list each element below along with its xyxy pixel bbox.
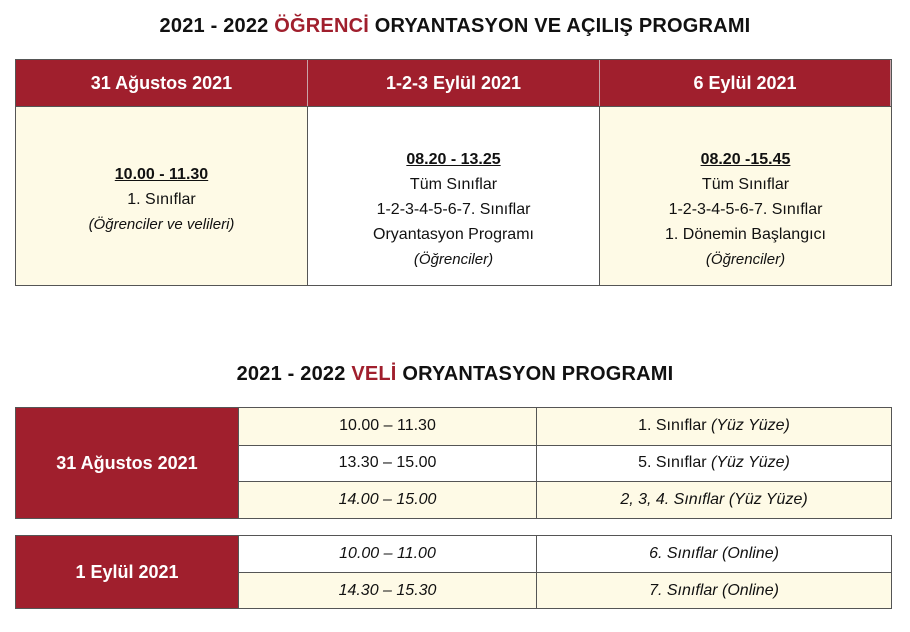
parent-schedule-block <box>15 407 892 519</box>
mode-label: (Yüz Yüze) <box>728 491 808 509</box>
program-cell <box>600 106 891 285</box>
column-header-date: 6 Eylül 2021 <box>600 60 891 106</box>
parent-schedule-block <box>15 535 892 609</box>
program-cell <box>308 106 600 285</box>
schedule-time: 14.00 – 15.00 <box>238 481 536 518</box>
program-time: 08.20 - 13.25 <box>406 150 501 168</box>
schedule-group <box>536 445 891 482</box>
program-line: 1-2-3-4-5-6-7. Sınıflar <box>376 200 531 218</box>
title-year: 2021 - 2022 <box>159 15 275 37</box>
parent-program-title <box>0 363 910 386</box>
group-label: 7. Sınıflar <box>649 581 718 599</box>
group-label: 1. Sınıflar <box>638 417 707 435</box>
title-rest: ORYANTASYON VE AÇILIŞ PROGRAMI <box>369 15 751 37</box>
program-time: 08.20 -15.45 <box>700 150 791 168</box>
program-line: 1-2-3-4-5-6-7. Sınıflar <box>668 200 823 218</box>
mode-label: (Yüz Yüze) <box>711 454 790 472</box>
schedule-group <box>536 536 891 572</box>
program-line: 1. Dönemin Başlangıcı <box>665 225 826 243</box>
student-program-table <box>15 59 892 286</box>
schedule-time: 10.00 – 11.00 <box>238 536 536 572</box>
column-header-date: 1-2-3 Eylül 2021 <box>308 60 600 106</box>
program-note: (Öğrenciler) <box>413 250 494 268</box>
group-label: 5. Sınıflar <box>638 454 707 472</box>
schedule-time: 13.30 – 15.00 <box>238 445 536 482</box>
group-label: 6. Sınıflar <box>649 545 718 562</box>
program-note: (Öğrenciler ve velileri) <box>88 215 235 233</box>
schedule-group <box>536 572 891 608</box>
mode-label: (Yüz Yüze) <box>711 417 790 435</box>
title-rest: ORYANTASYON PROGRAMI <box>396 363 674 385</box>
schedule-time: 10.00 – 11.30 <box>238 408 536 445</box>
title-accent: ÖĞRENCİ <box>274 15 370 37</box>
group-label: 2, 3, 4. Sınıflar <box>620 491 725 509</box>
program-line: Oryantasyon Programı <box>373 225 534 243</box>
schedule-group <box>536 408 891 445</box>
title-year: 2021 - 2022 <box>236 363 352 385</box>
program-line: Tüm Sınıflar <box>409 175 498 193</box>
program-cell <box>16 106 308 285</box>
title-accent: VELİ <box>351 363 397 385</box>
block-date: 1 Eylül 2021 <box>16 536 238 608</box>
block-date: 31 Ağustos 2021 <box>16 408 238 518</box>
program-note: (Öğrenciler) <box>705 250 786 268</box>
mode-label: (Online) <box>722 581 779 599</box>
mode-label: (Online) <box>722 545 779 562</box>
column-header-date: 31 Ağustos 2021 <box>16 60 308 106</box>
program-time: 10.00 - 11.30 <box>114 165 209 183</box>
program-line: Tüm Sınıflar <box>701 175 790 193</box>
program-line: 1. Sınıflar <box>127 190 196 208</box>
student-program-title <box>0 15 910 38</box>
schedule-time: 14.30 – 15.30 <box>238 572 536 608</box>
schedule-group <box>536 481 891 518</box>
